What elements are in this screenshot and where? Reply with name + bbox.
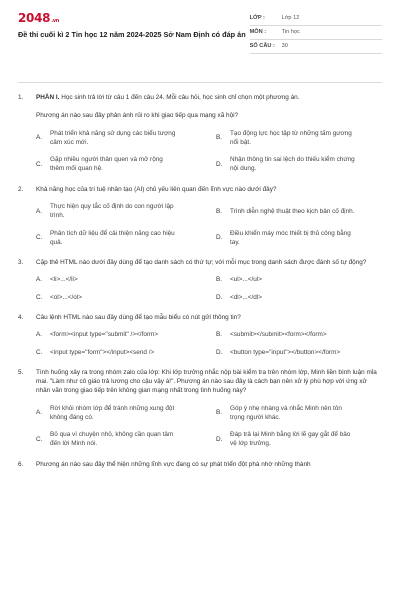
question-3 <box>18 258 382 302</box>
option-a[interactable] <box>36 129 202 148</box>
meta-label: MÔN : <box>249 29 267 36</box>
option-letter: A. <box>36 409 43 417</box>
question-4 <box>18 313 382 357</box>
option-b[interactable] <box>216 129 382 148</box>
option-text: Phân tích dữ liệu để cải thiện năng cao hiệu quả. <box>50 229 175 246</box>
option-a[interactable] <box>36 275 202 284</box>
question-body <box>36 93 382 174</box>
question-body <box>36 185 382 247</box>
document-header <box>18 12 382 70</box>
option-letter: C. <box>36 293 43 301</box>
option-b[interactable] <box>216 404 382 423</box>
question-number: 6. <box>18 460 24 468</box>
option-text: <ul>...</ul> <box>230 276 262 284</box>
option-text: Phát triển khả năng sử dụng các biểu tượng cảm xúc mới. <box>50 129 176 146</box>
option-text: <li>...</li> <box>50 276 78 284</box>
question-text: Tình huống xảy ra trong nhóm zalo của lớp: Khi lớp trưởng nhắc nộp bài kiểm tra trên nhóm lớp, Minh liền bình luận mỉa mai. "Làm như cô giáo trả lương cho cậu vậy á!". Phương án nào sau đây là cách bạn nên xử lý phù hợp với ứng xử nhân văn trong giao tiếp trên không gian mạng nhất trong tình huống này? <box>36 368 377 395</box>
option-text: Đáp trả lại Minh bằng lời lẽ gay gắt để bảo vệ lớp trưởng. <box>230 431 351 448</box>
question-5 <box>18 368 382 449</box>
option-letter: D. <box>216 160 223 168</box>
question-body <box>36 258 382 302</box>
header-left <box>18 12 250 41</box>
options <box>36 202 382 247</box>
option-text: Góp ý nhẹ nhàng và nhắc Minh nên tôn trọng người khác. <box>230 404 342 421</box>
option-text: Tạo động lực học tập từ những tấm gương nổi bật. <box>230 129 352 146</box>
option-text: <ol>...</ol> <box>50 293 82 301</box>
meta-value: 30 <box>281 43 288 50</box>
question-2 <box>18 185 382 247</box>
question-text: Cặp thẻ HTML nào dưới đây dùng để tạo danh sách có thứ tự; với mỗi mục trong danh sách được đánh số tự động? <box>36 259 367 267</box>
option-letter: B. <box>216 331 223 339</box>
option-d[interactable] <box>216 430 382 449</box>
question-body <box>36 368 382 449</box>
option-c[interactable] <box>36 430 202 449</box>
exam-meta-table <box>250 12 382 54</box>
question-text: Phương án nào sau đây phản ánh rủi ro khi giao tiếp qua mạng xã hội? <box>36 112 239 120</box>
option-letter: D. <box>216 234 223 242</box>
option-d[interactable] <box>216 293 382 302</box>
option-letter: D. <box>216 348 223 356</box>
option-letter: C. <box>36 234 43 242</box>
option-letter: B. <box>216 207 223 215</box>
question-6 <box>18 460 382 469</box>
meta-value: Lớp 12 <box>281 15 300 22</box>
document-title: Đề thi cuối kì 2 Tin học 12 năm 2024-2025 Sở Nam Định có đáp án <box>18 30 246 40</box>
option-text: <form><input type="submit" /></form> <box>50 331 159 339</box>
option-text: Bỏ qua vì chuyện nhỏ, không cần quan tâm đến lời Minh nói. <box>50 431 174 448</box>
options <box>36 129 382 174</box>
option-letter: D. <box>216 293 223 301</box>
meta-label: LỚP : <box>249 15 265 22</box>
meta-row-class <box>250 12 382 26</box>
question-1 <box>18 93 382 174</box>
question-number: 3. <box>18 259 24 267</box>
site-logo[interactable] <box>18 12 59 24</box>
option-text: Rời khỏi nhóm lớp để tránh những xung đột không đáng có. <box>50 404 175 421</box>
meta-row-subject <box>250 26 382 40</box>
option-text: Gặp nhiều người thân quen và mở rộng thêm mối quan hệ. <box>50 156 163 173</box>
section-instructions: Học sinh trả lời từ câu 1 đến câu 24. Mỗi câu hỏi, học sinh chỉ chọn một phương án. <box>59 94 300 101</box>
option-letter: A. <box>36 331 43 339</box>
section-label: PHẦN I. <box>36 94 60 101</box>
options <box>36 330 382 357</box>
option-letter: B. <box>216 409 223 417</box>
option-letter: D. <box>216 435 223 443</box>
section-intro <box>36 93 382 102</box>
question-body <box>36 313 382 357</box>
question-text: Khả năng học của trí tuệ nhân tạo (AI) chủ yếu liên quan đến lĩnh vực nào dưới đây? <box>36 185 277 193</box>
question-text: Phương án nào sau đây thể hiện những lĩnh vực đang có sự phát triển đột phá nhờ những thành <box>36 460 311 468</box>
option-c[interactable] <box>36 348 202 357</box>
option-text: <submit></submit><form></form> <box>230 331 327 339</box>
option-text: Nhận thông tin sai lệch do thiếu kiểm chứng nội dung. <box>230 156 355 173</box>
option-text: Thực hiện quy tắc cố định do con người lập trình. <box>50 202 174 220</box>
question-number: 2. <box>18 185 24 193</box>
option-c[interactable] <box>36 229 202 248</box>
meta-label: SỐ CÂU : <box>249 43 275 50</box>
question-number: 4. <box>18 313 24 321</box>
option-c[interactable] <box>36 155 202 174</box>
options <box>36 275 382 302</box>
meta-value: Tin học <box>281 29 300 36</box>
option-letter: B. <box>216 134 223 142</box>
header-divider <box>18 82 382 83</box>
option-letter: A. <box>36 207 43 215</box>
option-c[interactable] <box>36 293 202 302</box>
option-a[interactable] <box>36 330 202 339</box>
option-b[interactable] <box>216 202 382 221</box>
option-letter: C. <box>36 435 43 443</box>
option-letter: A. <box>36 134 43 142</box>
option-letter: C. <box>36 348 43 356</box>
option-letter: B. <box>216 276 223 284</box>
option-b[interactable] <box>216 275 382 284</box>
option-letter: A. <box>36 276 43 284</box>
options <box>36 404 382 449</box>
option-d[interactable] <box>216 229 382 248</box>
option-text: Trình diễn nghệ thuật theo kịch bản cố định. <box>230 207 355 215</box>
option-letter: C. <box>36 160 43 168</box>
option-a[interactable] <box>36 202 202 221</box>
option-text: <input type="form"></input><send /> <box>50 348 155 356</box>
option-a[interactable] <box>36 404 202 423</box>
option-text: <button type="input"></button></form> <box>230 348 341 356</box>
option-text: <dl>...</dl> <box>230 293 262 301</box>
question-body <box>36 460 382 469</box>
option-d[interactable] <box>216 348 382 357</box>
logo-text: 2048 <box>18 11 51 25</box>
meta-row-count <box>250 40 382 54</box>
logo-suffix: .vn <box>51 18 60 24</box>
question-text: Câu lệnh HTML nào sau đây dùng để tạo mẫu biểu có nút gửi thông tin? <box>36 313 241 321</box>
option-d[interactable] <box>216 155 382 174</box>
question-number: 1. <box>18 94 24 101</box>
option-b[interactable] <box>216 330 382 339</box>
option-text: Điều khiển máy móc thiết bị thủ công bằng tay. <box>230 229 351 246</box>
question-number: 5. <box>18 368 24 376</box>
